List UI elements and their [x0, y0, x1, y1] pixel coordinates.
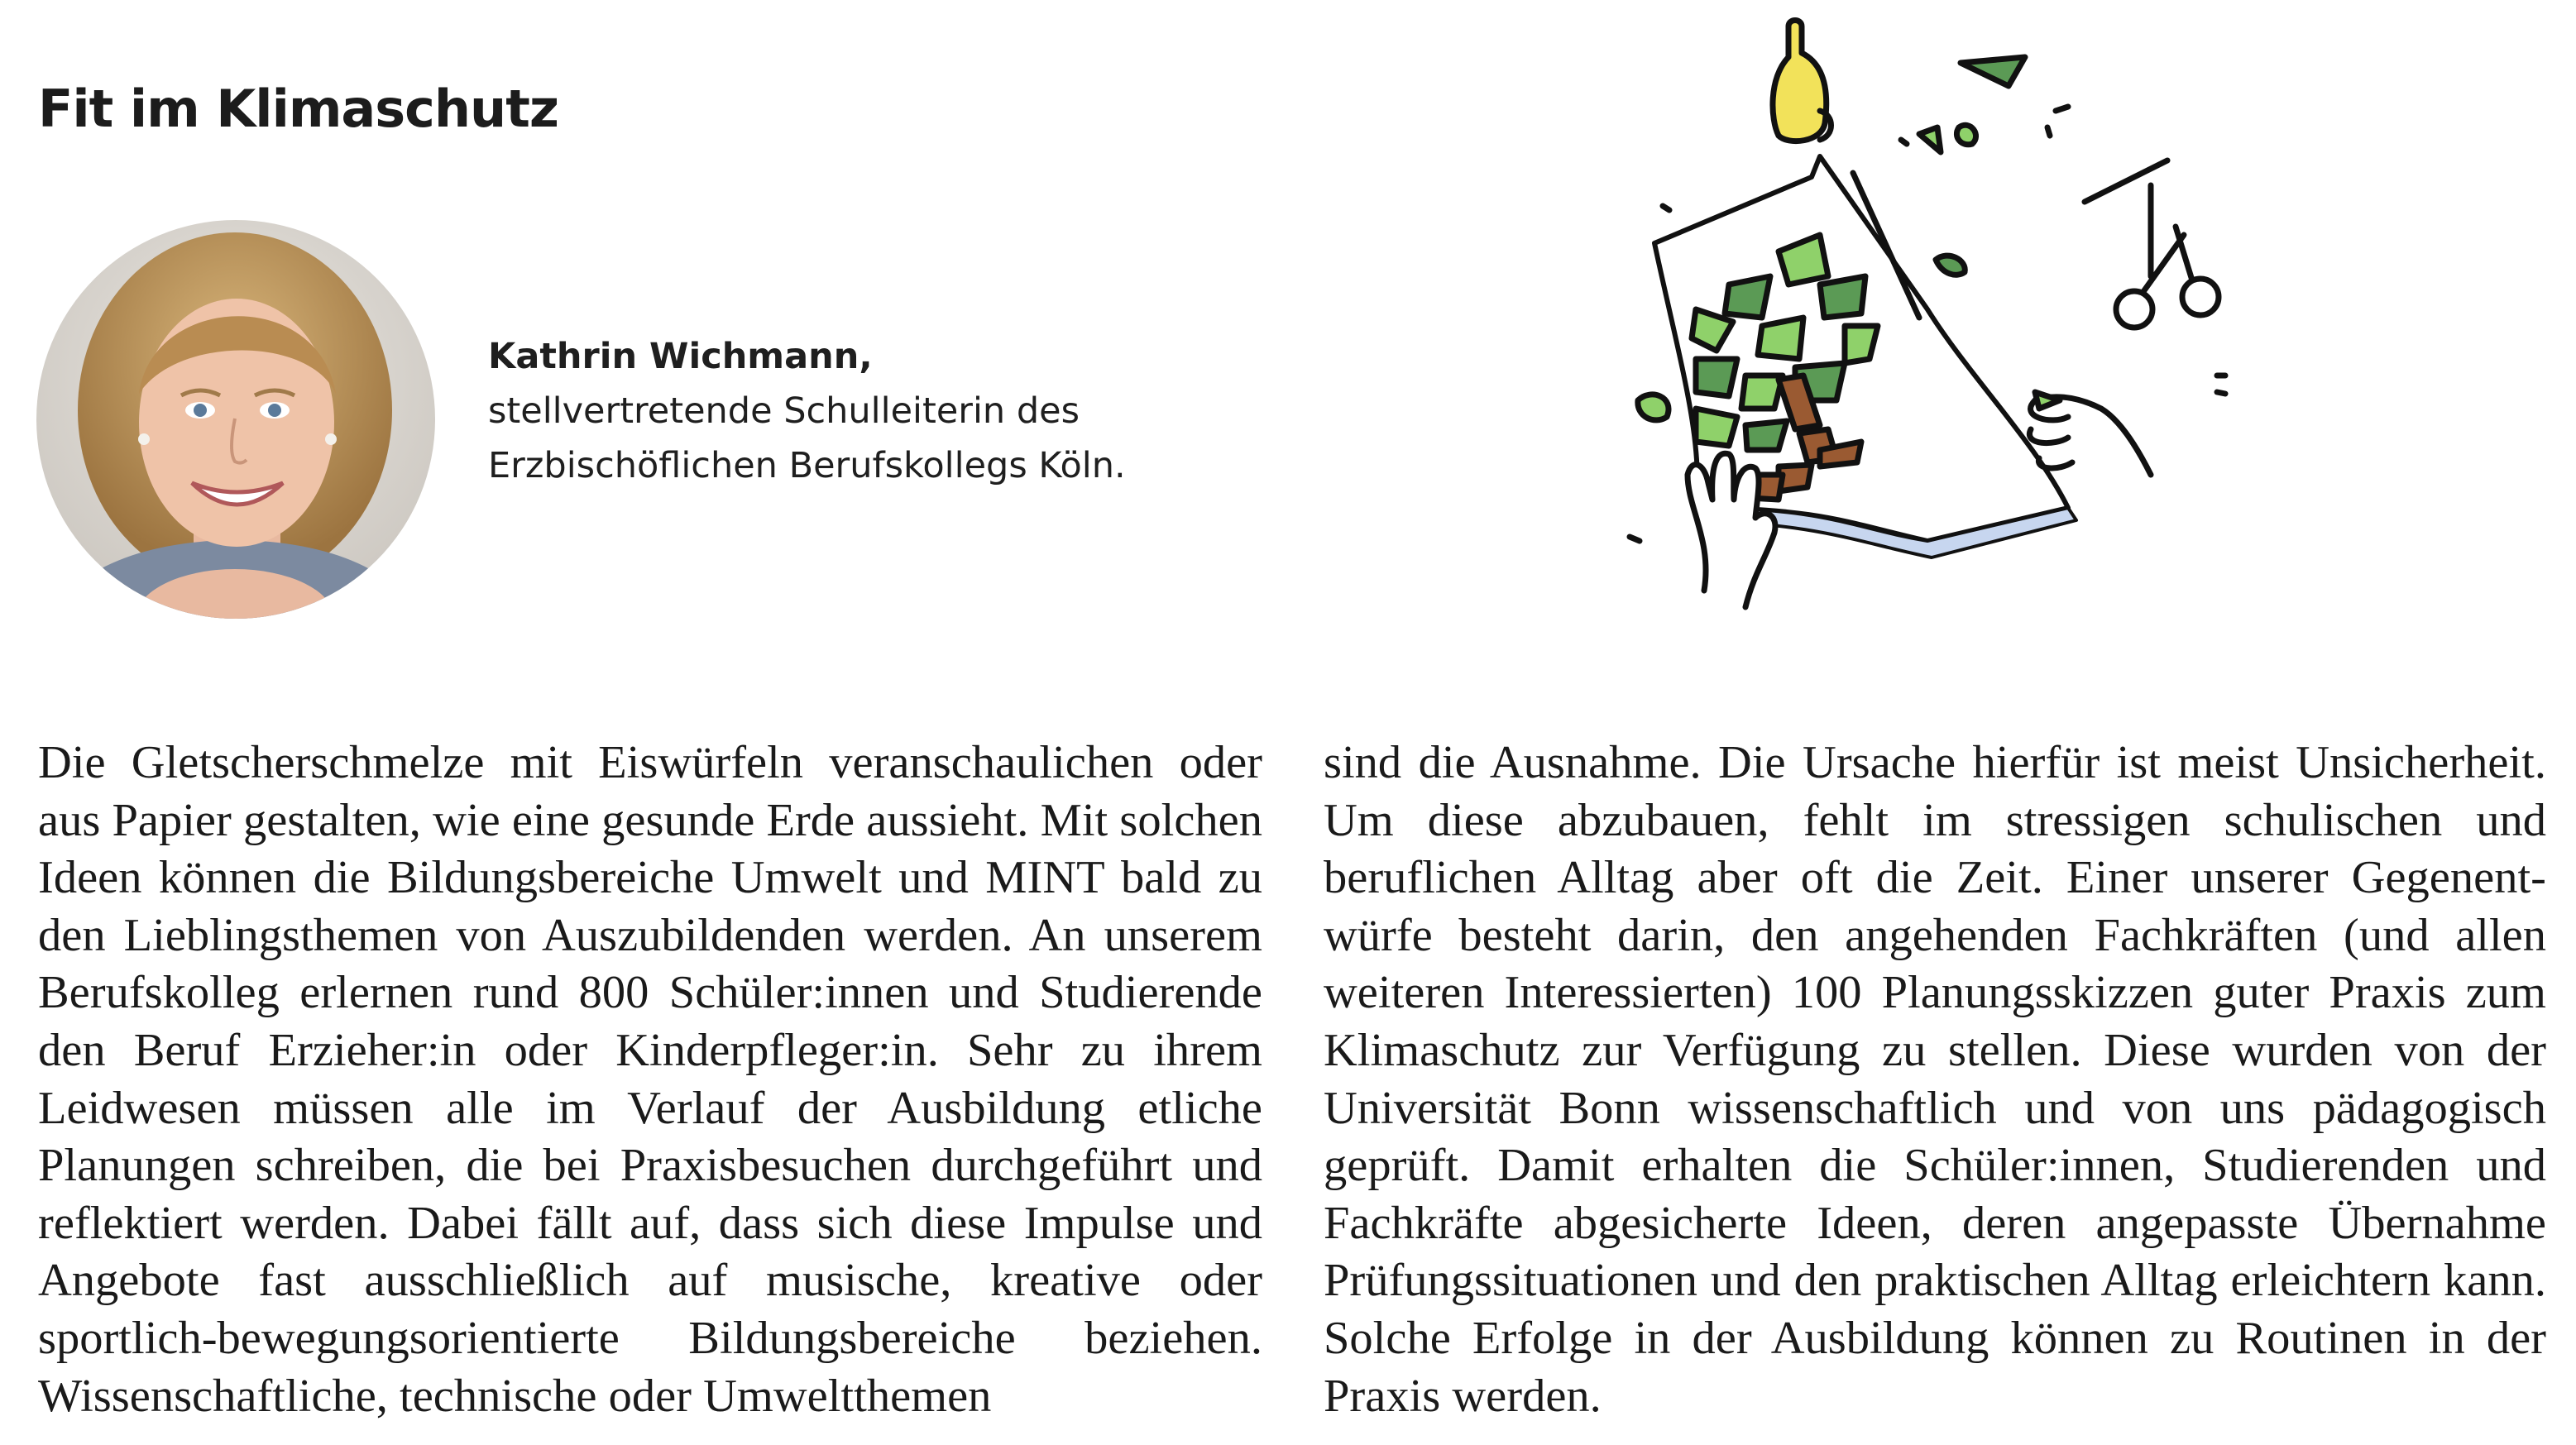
body-column-left: Die Gletscherschmelze mit Eiswürfeln veranschaulichen oder aus Papier gestalten, wie eine gesunde Erde aussieht. Mit solchen Ideen können die Bildungsbereiche Umwelt und MINT bald zu den Lieblingsthemen von Auszubildenden werden. An unserem Berufskolleg erlernen rund 800 Schüler:innen und Studierende den Beruf Erzieher:in oder Kinderpfleger:in. Sehr zu ihrem Leidwesen müssen alle im Verlauf der Ausbildung etliche Planungen schreiben, die bei Praxisbesuchen durchgeführt und reflektiert werden. Dabei fällt auf, dass sich diese Impulse und Angebote fast ausschließlich auf musische, kreative oder sportlich-bewegungsorientierte Bildungsbereiche beziehen. Wissenschaftliche, technische oder Umweltthemen: [38, 737, 1262, 1422]
body-column-right: sind die Ausnahme. Die Ursache hierfür ist meist Unsicherheit. Um diese abzubauen, fehlt im stressigen schulischen und beruflichen Alltag aber oft die Zeit. Einer unserer Gegenentwürfe besteht darin, den angehenden Fachkräften (und allen weiteren Interessierten) 100 Planungsskizzen guter Praxis zum Klimaschutz zur Verfügung zu stellen. Diese wurden von der Universität Bonn wissenschaftlich und von uns pädagogisch geprüft. Damit erhalten die Schüler:innen, Studierenden und Fachkräfte abgesicherte Ideen, deren angepasste Übernahme Prüfungssituationen und den praktischen Alltag erleichtern kann. Solche Erfolge in der Ausbildung können zu Routinen in der Praxis werden.: [1324, 737, 2546, 1422]
author-info: [488, 329, 1126, 493]
author-name: Kathrin Wichmann,: [488, 336, 873, 377]
paper-collage-tree-icon: [1572, 12, 2250, 624]
author-role-line-2: Erzbischöflichen Berufskollegs Köln.: [488, 445, 1126, 486]
author-role-line-1: stellvertretende Schulleiterin des: [488, 390, 1080, 432]
page-title: Fit im Klimaschutz: [38, 79, 558, 139]
portrait-illustration: [36, 220, 435, 619]
author-portrait: [36, 220, 435, 619]
